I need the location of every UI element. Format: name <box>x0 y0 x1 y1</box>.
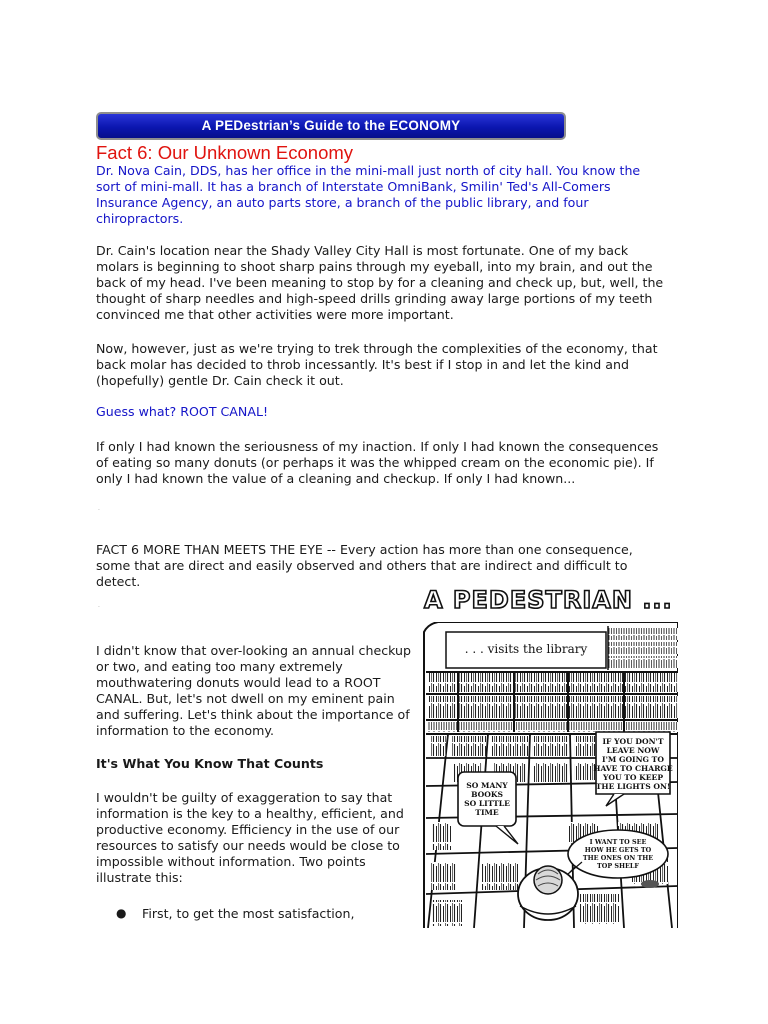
bubble-line: I'M GOING TO <box>602 755 664 764</box>
section-subheading: It's What You Know That Counts <box>96 756 324 771</box>
bubble-line: TIME <box>475 808 499 817</box>
library-cartoon <box>418 622 678 928</box>
location-paragraph: Dr. Cain's location near the Shady Valley City Hall is most fortunate. One of my back molars is beginning to shoot sharp pains through my eyeball, into my brain, and out the back of my head. I've been meaning to stop by for a cleaning and check up, but, well, the thought of sharp needles and high-speed drills grinding away large portions of my teeth convinced me that other activities were more important. <box>96 243 664 322</box>
cartoon-caption: . . . visits the library <box>464 642 588 656</box>
guess-paragraph: Guess what? ROOT CANAL! <box>96 404 269 419</box>
bubble-line: I WANT TO SEE <box>589 838 647 846</box>
bubble-line: YOU TO KEEP <box>602 773 664 782</box>
bubble-line: THE LIGHTS ON! <box>595 782 671 791</box>
fact-title: Fact 6: Our Unknown Economy <box>96 142 354 163</box>
information-paragraph: I wouldn't be guilty of exaggeration to say that information is the key to a healthy, efficient, and productive economy. Efficiency in the use of our resources to satisfy our needs would be close to impossible without information. Two points illustrate this: <box>96 790 404 885</box>
fact-statement-paragraph: FACT 6 MORE THAN MEETS THE EYE -- Every action has more than one consequence, some that are direct and easily observed and others that are indirect and difficult to detect. <box>96 542 633 589</box>
checkup-paragraph: I didn't know that over-looking an annual checkup or two, and eating too many extremely mouthwatering donuts would lead to a ROOT CANAL. But, let's not dwell on my eminent pain and suffering. Let's think about the importance of information to the economy. <box>96 643 411 738</box>
cartoon-header-text: A PEDESTRIAN ... <box>424 586 673 614</box>
bullet-item: First, to get the most satisfaction, <box>142 906 355 921</box>
bubble-line: THE ONES ON THE <box>582 854 654 862</box>
guide-banner: A PEDestrian’s Guide to the ECONOMY <box>96 112 566 140</box>
bubble-line: LEAVE NOW <box>606 746 660 755</box>
now-paragraph: Now, however, just as we're trying to trek through the complexities of the economy, that back molar has decided to throb incessantly. It's best if I stop in and let the kind and (hopefully) gentle Dr. Cain check it out. <box>96 341 658 388</box>
bubble-line: TOP SHELF <box>597 862 639 870</box>
bubble-line: HAVE TO CHARGE <box>593 764 673 773</box>
cartoon-header-lettering <box>418 584 678 614</box>
separator-dot: . <box>98 602 100 609</box>
bubble-line: SO MANY <box>466 781 508 790</box>
if-only-paragraph: If only I had known the seriousness of my inaction. If only I had known the consequences of eating so many donuts (or perhaps it was the whipped cream on the economic pie). If only I had known the value of a cleaning and checkup. If only I had known... <box>96 439 659 486</box>
intro-paragraph: Dr. Nova Cain, DDS, has her office in the mini-mall just north of city hall. You know the sort of mini-mall. It has a branch of Interstate OmniBank, Smilin' Ted's All-Comers Insurance Agency, an auto parts store, a branch of the public library, and four chiropractors. <box>96 163 641 226</box>
bubble-line: BOOKS <box>471 790 503 799</box>
bubble-line: IF YOU DON'T <box>602 737 664 746</box>
separator-dot: . <box>98 505 100 512</box>
bubble-line: SO LITTLE <box>464 799 510 808</box>
bullet-marker: ● <box>116 906 127 920</box>
bubble-line: HOW HE GETS TO <box>584 846 652 854</box>
